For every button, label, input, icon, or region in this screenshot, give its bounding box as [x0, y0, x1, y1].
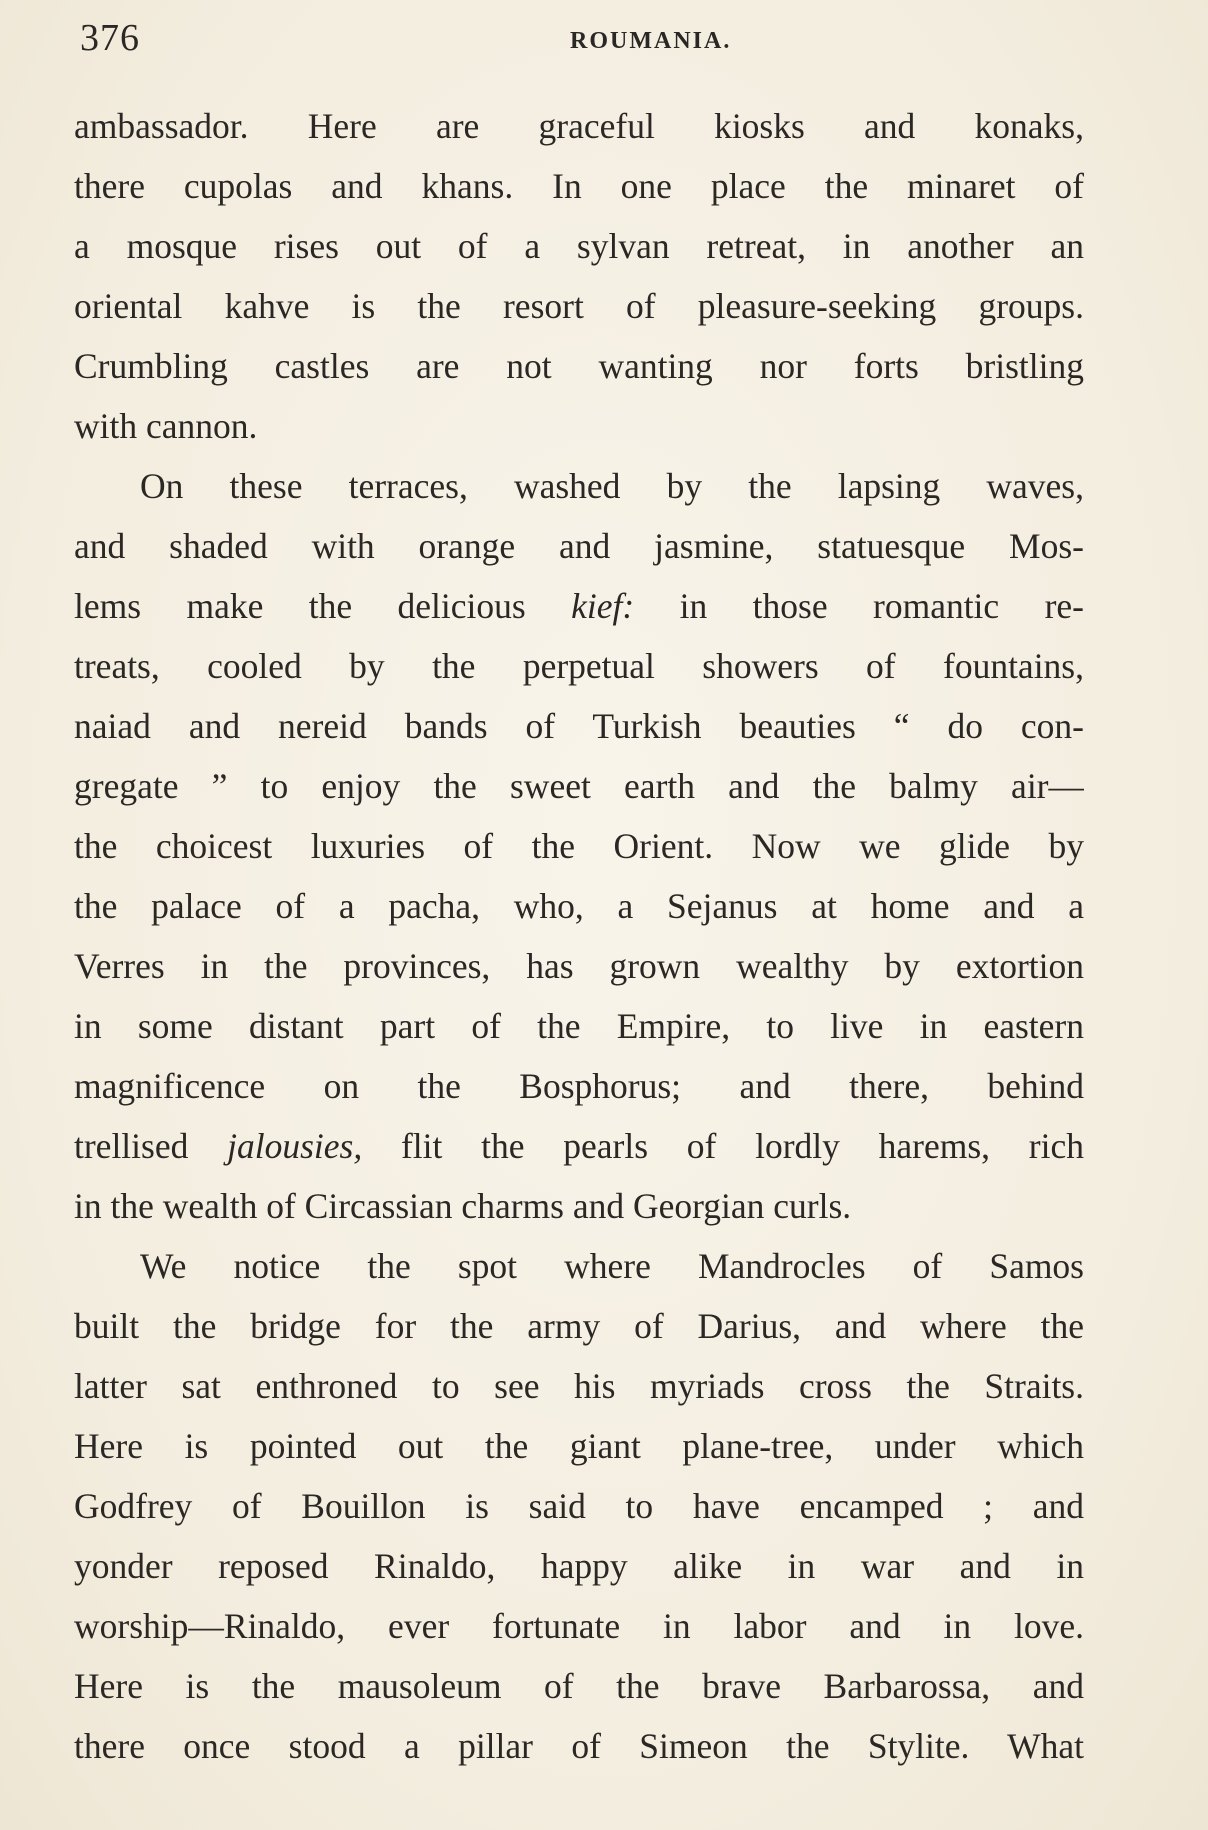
text-run: flit the pearls of lordly harems, rich	[362, 1126, 1084, 1166]
text-line: treats, cooled by the perpetual showers of fountains,	[74, 646, 1084, 686]
text-line: Godfrey of Bouillon is said to have encamped ; and	[74, 1486, 1084, 1526]
text-line: there cupolas and khans. In one place the minaret of	[74, 166, 1084, 206]
body-text	[74, 96, 1084, 1776]
text-line: in some distant part of the Empire, to live in eastern	[74, 1006, 1084, 1046]
text-line: in the wealth of Circassian charms and Georgian curls.	[74, 1186, 852, 1226]
text-line: Verres in the provinces, has grown wealthy by extortion	[74, 946, 1084, 986]
text-run: lems make the delicious	[74, 586, 572, 626]
text-line: worship—Rinaldo, ever fortunate in labor and in love.	[74, 1606, 1084, 1646]
text-line: with cannon.	[74, 406, 258, 446]
page-number: 376	[80, 17, 140, 59]
text-line: the palace of a pacha, who, a Sejanus at home and a	[74, 886, 1084, 926]
italic-word: kief:	[571, 586, 635, 626]
text-line: yonder reposed Rinaldo, happy alike in war and in	[74, 1546, 1084, 1586]
text-run: trellised	[74, 1126, 228, 1166]
running-title: ROUMANIA.	[570, 28, 732, 54]
text-line: ambassador. Here are graceful kiosks and konaks,	[74, 106, 1084, 146]
text-line: oriental kahve is the resort of pleasure-seeking groups.	[74, 286, 1084, 326]
text-line: and shaded with orange and jasmine, statuesque Mos-	[74, 526, 1084, 566]
paragraph-first-line: On these terraces, washed by the lapsing waves,	[140, 466, 1084, 506]
text-line: there once stood a pillar of Simeon the Stylite. What	[74, 1726, 1084, 1766]
text-line: magnificence on the Bosphorus; and there, behind	[74, 1066, 1084, 1106]
text-line: Here is pointed out the giant plane-tree, under which	[74, 1426, 1084, 1466]
text-line: a mosque rises out of a sylvan retreat, in another an	[74, 226, 1084, 266]
text-line	[74, 1116, 1084, 1176]
running-header	[80, 14, 1100, 62]
text-line	[74, 576, 1084, 636]
text-line: latter sat enthroned to see his myriads cross the Straits.	[74, 1366, 1084, 1406]
text-run: in those romantic re-	[634, 586, 1084, 626]
text-line: gregate ” to enjoy the sweet earth and the balmy air—	[74, 766, 1084, 806]
text-line: the choicest luxuries of the Orient. Now we glide by	[74, 826, 1084, 866]
italic-word: jalousies,	[227, 1126, 363, 1166]
text-line: Here is the mausoleum of the brave Barbarossa, and	[74, 1666, 1084, 1706]
text-line: Crumbling castles are not wanting nor forts bristling	[74, 346, 1084, 386]
paragraph-first-line: We notice the spot where Mandrocles of Samos	[140, 1246, 1084, 1286]
text-line: built the bridge for the army of Darius, and where the	[74, 1306, 1084, 1346]
text-line: naiad and nereid bands of Turkish beauties “ do con-	[74, 706, 1084, 746]
